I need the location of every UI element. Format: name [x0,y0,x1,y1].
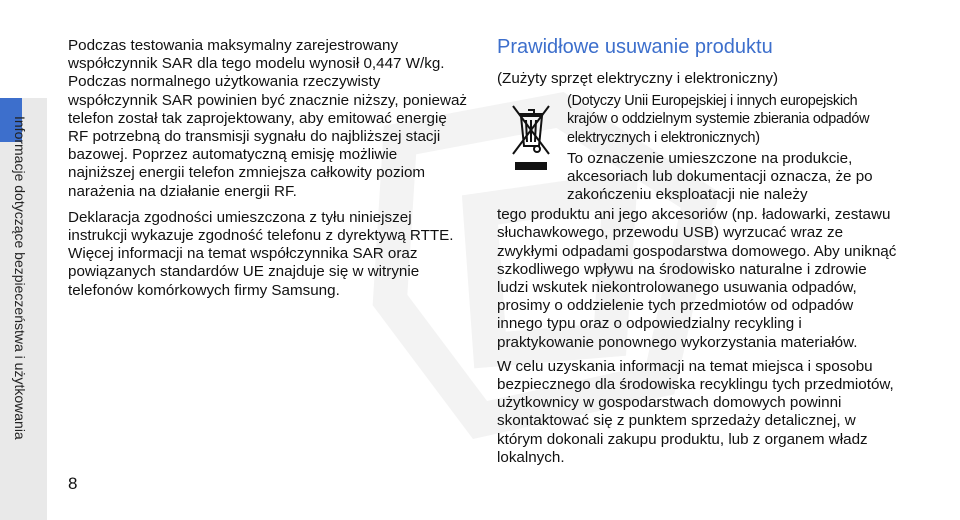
section-title: Informacje dotyczące bezpieczeństwa i użytkowania [12,116,28,440]
weee-text [567,92,897,207]
disposal-heading: Prawidłowe usuwanie produktu [497,36,773,58]
disposal-subheading: (Zużyty sprzęt elektryczny i elektroniczny) [497,70,779,87]
page-number: 8 [68,474,78,493]
crossed-out-wheelie-bin-icon [509,100,553,180]
weee-block [497,92,897,206]
applicability-note: (Dotyczy Unii Europejskiej i innych europejskich krajów o oddzielnym systemie zbierania odpadów elektrycznych i elektronicznych) [567,93,870,146]
marking-text-continued: tego produktu ani jego akcesoriów (np. ładowarki, zestawu słuchawkowego, przewodu USB) wyrzucać wraz ze zwykłymi odpadami gospodarstwa domowego. Aby uniknąć szkodliwego wpływu na środowisko naturalne i zdrowie ludzi wskutek niekontrolowanego usuwania odpadów, prosimy o oddzielenie tych przedmiotów od odpadów innego typu oraz o odpowiedzialny recykling i praktykowanie ponownego wykorzystania materiałów. [497,206,897,351]
sar-paragraph: Podczas testowania maksymalny zarejestrowany współczynnik SAR dla tego modelu wynosił 0,447 W/kg. Podczas normalnego użytkowania rzeczywisty współczynnik SAR powinien być znacznie niższy, ponieważ telefon został tak zaprojektowany, aby emitować energię RF potrzebną do transmisji sygnału do najbliższej stacji bazowej. Poprzez automatyczną emisję możliwie najniższej energii telefon zmniejsza całkowity poziom narażenia na działanie energii RF. [68,37,467,200]
marking-text-start: To oznaczenie umieszczone na produkcie, akcesoriach lub dokumentacji oznacza, że po zakończeniu eksploatacji nie należy [567,149,873,204]
recycling-info-paragraph: W celu uzyskania informacji na temat miejsca i sposobu bezpiecznego dla środowiska recyklingu tych przedmiotów, użytkownicy w gospodarstwach domowych powinni skontaktować się z punktem sprzedaży detalicznej, w którym dokonali zakupu produktu, lub z organem władz lokalnych. [497,357,894,466]
declaration-paragraph: Deklaracja zgodności umieszczona z tyłu niniejszej instrukcji wykazuje zgodność telefonu z dyrektywą RTTE. Więcej informacji na temat współczynnika SAR oraz powiązanych standardów UE znajduje się w witrynie telefonów komórkowych firmy Samsung. [68,208,454,299]
left-column [68,37,468,308]
sidebar-tab [0,98,47,520]
right-column [497,34,897,473]
